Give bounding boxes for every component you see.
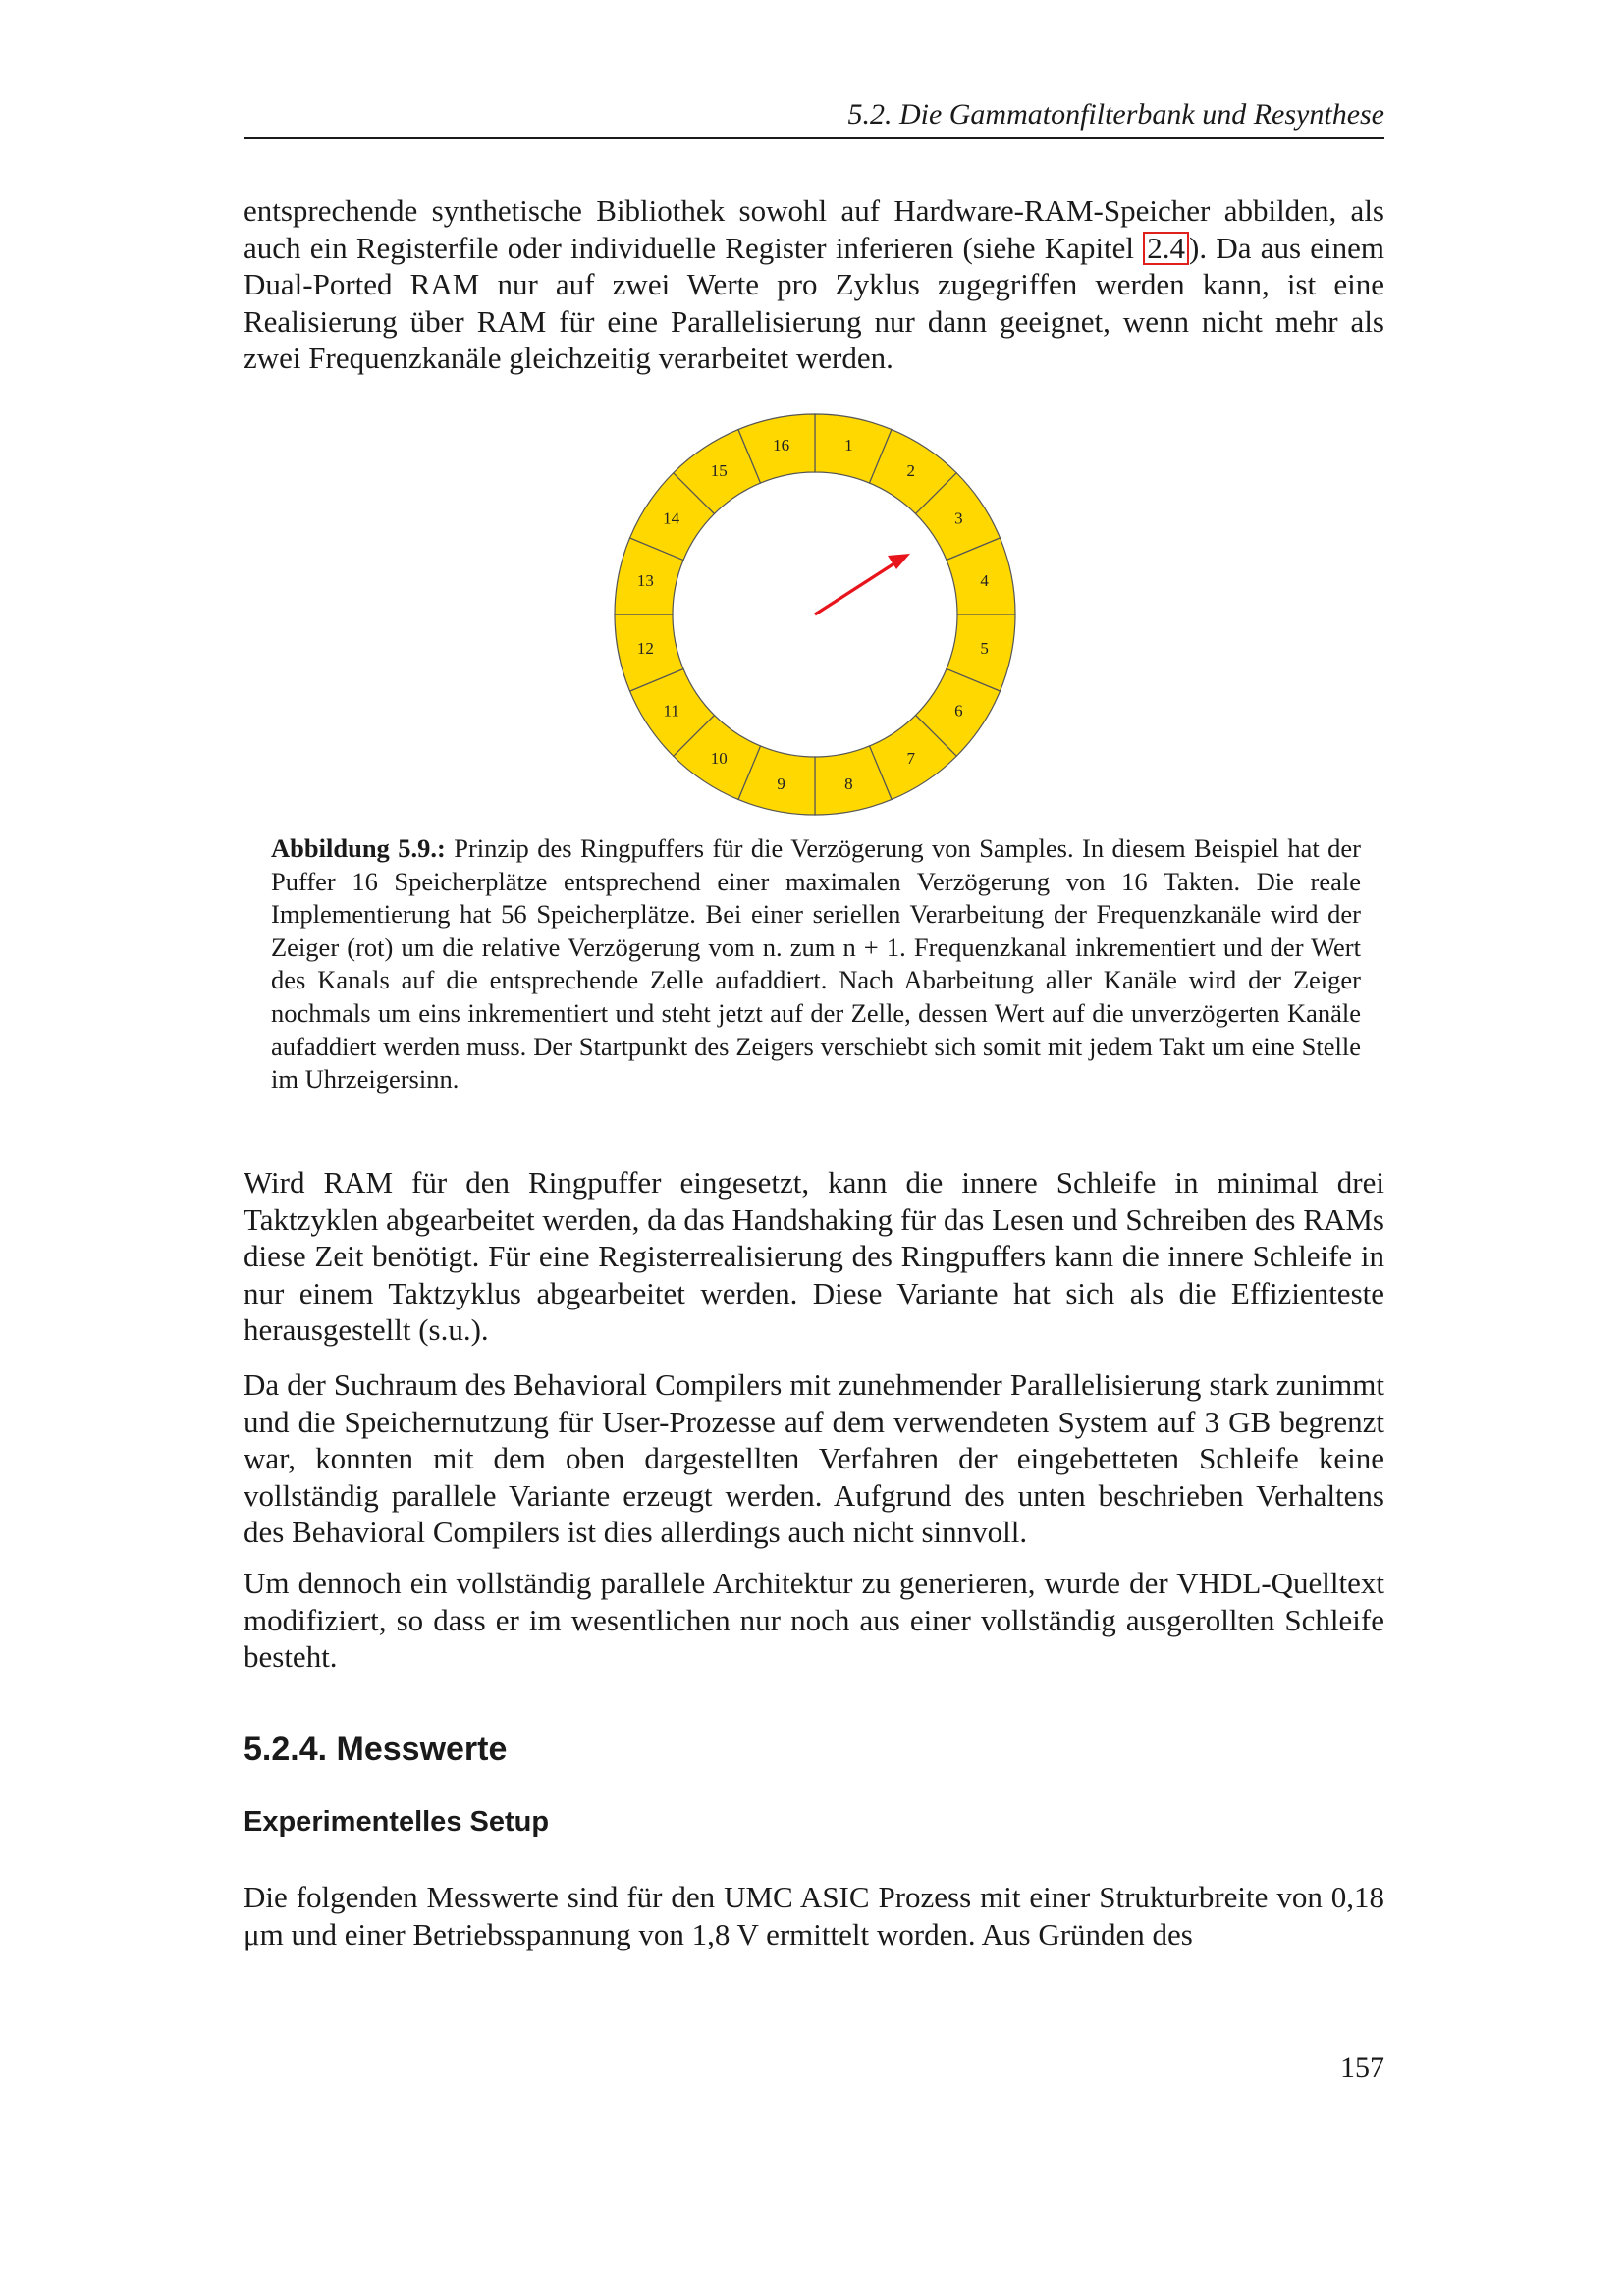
ring-segment-label: 14 bbox=[663, 508, 680, 528]
body-paragraph-2: Da der Suchraum des Behavioral Compilers mit zunehmender Parallelisierung stark zunimmt und die Speichernutzung für User-Prozesse auf dem verwendeten System auf 3 GB begrenzt war, konnten mit dem oben dargestellten Verfahren der eingebetteten Schleife keine vollständig parallele Variante erzeugt werden. Aufgrund des unten beschrieben Verhaltens des Behavioral Compilers ist dies allerdings auch nicht sinnvoll. bbox=[244, 1367, 1384, 1549]
figure-caption bbox=[271, 832, 1361, 1096]
ring-segment-label: 8 bbox=[844, 774, 853, 794]
ring-segment-label: 13 bbox=[636, 571, 654, 591]
running-header bbox=[244, 94, 1384, 139]
body-paragraph-1: Wird RAM für den Ringpuffer eingesetzt, kann die innere Schleife in minimal drei Taktzyklen abgearbeitet werden, da das Handshaking für das Lesen und Schreiben des RAMs diese Zeit benötigt. Für eine Registerrealisierung des Ringpuffers kann die innere Schleife in nur einem Taktzyklus abgearbeitet werden. Diese Variante hat sich als die Effizienteste herausgestellt (s.u.). bbox=[244, 1165, 1384, 1347]
ring-segment-label: 5 bbox=[980, 638, 989, 658]
ring-segment-label: 4 bbox=[980, 571, 989, 591]
subsection-heading: Experimentelles Setup bbox=[244, 1806, 550, 1838]
ring-segment-label: 9 bbox=[777, 774, 785, 794]
ring-buffer-figure bbox=[609, 408, 1021, 821]
ring-segment-label: 2 bbox=[906, 461, 916, 481]
section-heading: 5.2.4. Messwerte bbox=[244, 1731, 508, 1768]
running-title: 5.2. Die Gammatonfilterbank und Resynthese bbox=[847, 98, 1384, 131]
intro-text-a: entsprechende synthetische Bibliothek sowohl auf Hardware-RAM-Speicher abbilden, als auch ein Registerfile oder individuelle Register inferieren (siehe Kapitel bbox=[244, 193, 1384, 265]
ring-segment-label: 7 bbox=[906, 748, 916, 768]
ring-segment-label: 1 bbox=[844, 435, 853, 454]
ring-segment-label: 6 bbox=[954, 701, 963, 721]
pointer-arrow bbox=[815, 554, 910, 614]
chapter-reference-link[interactable]: 2.4 bbox=[1143, 232, 1189, 265]
ring-segment-label: 12 bbox=[636, 638, 654, 658]
caption-label: Abbildung 5.9.: bbox=[271, 833, 446, 863]
body-paragraph-3: Um dennoch ein vollständig parallele Architektur zu generieren, wurde der VHDL-Quelltext modifiziert, so dass er im wesentlichen nur noch aus einer vollständig ausgerollten Schleife besteht. bbox=[244, 1566, 1384, 1674]
intro-text-b: ). Da aus einem Dual-Ported RAM nur auf zwei Werte pro Zyklus zugegriffen werden kann, ist eine Realisierung über RAM für eine Parallelisierung nur dann geeignet, wenn nicht mehr als zwei Frequenzkanäle gleichzeitig verarbeitet werden. bbox=[244, 230, 1385, 375]
ring-segment-label: 3 bbox=[954, 508, 963, 528]
ring-segment-label: 15 bbox=[710, 461, 728, 481]
caption-text: Prinzip des Ringpuffers für die Verzögerung von Samples. In diesem Beispiel hat der Puffer 16 Speicherplätze entsprechend einer maximalen Verzögerung von 16 Takten. Die reale Implementierung hat 56 Speicherplätze. Bei einer seriellen Verarbeitung der Frequenzkanäle wird der Zeiger (rot) um die relative Verzögerung vom n. zum n + 1. Frequenzkanal inkrementiert und der Wert des Kanals auf die entsprechende Zelle aufaddiert. Nach Abarbeitung aller Kanäle wird der Zeiger nochmals um eins inkrementiert und steht jetzt auf der Zelle, dessen Wert auf die unverzögerten Kanäle aufaddiert werden muss. Der Startpunkt des Zeigers verschiebt sich somit mit jedem Takt um eine Stelle im Uhrzeigersinn. bbox=[271, 833, 1361, 1095]
ring-segment-label: 10 bbox=[710, 748, 728, 768]
ring-segment-label: 16 bbox=[773, 435, 790, 454]
intro-paragraph bbox=[244, 192, 1384, 377]
ring-segment-label: 11 bbox=[663, 701, 679, 721]
section-paragraph: Die folgenden Messwerte sind für den UMC ASIC Prozess mit einer Strukturbreite von 0,18 μm und einer Betriebsspannung von 1,8 V ermittelt worden. Aus Gründen des bbox=[244, 1880, 1384, 1951]
pointer-line bbox=[815, 561, 897, 614]
page-number: 157 bbox=[1340, 2052, 1384, 2084]
